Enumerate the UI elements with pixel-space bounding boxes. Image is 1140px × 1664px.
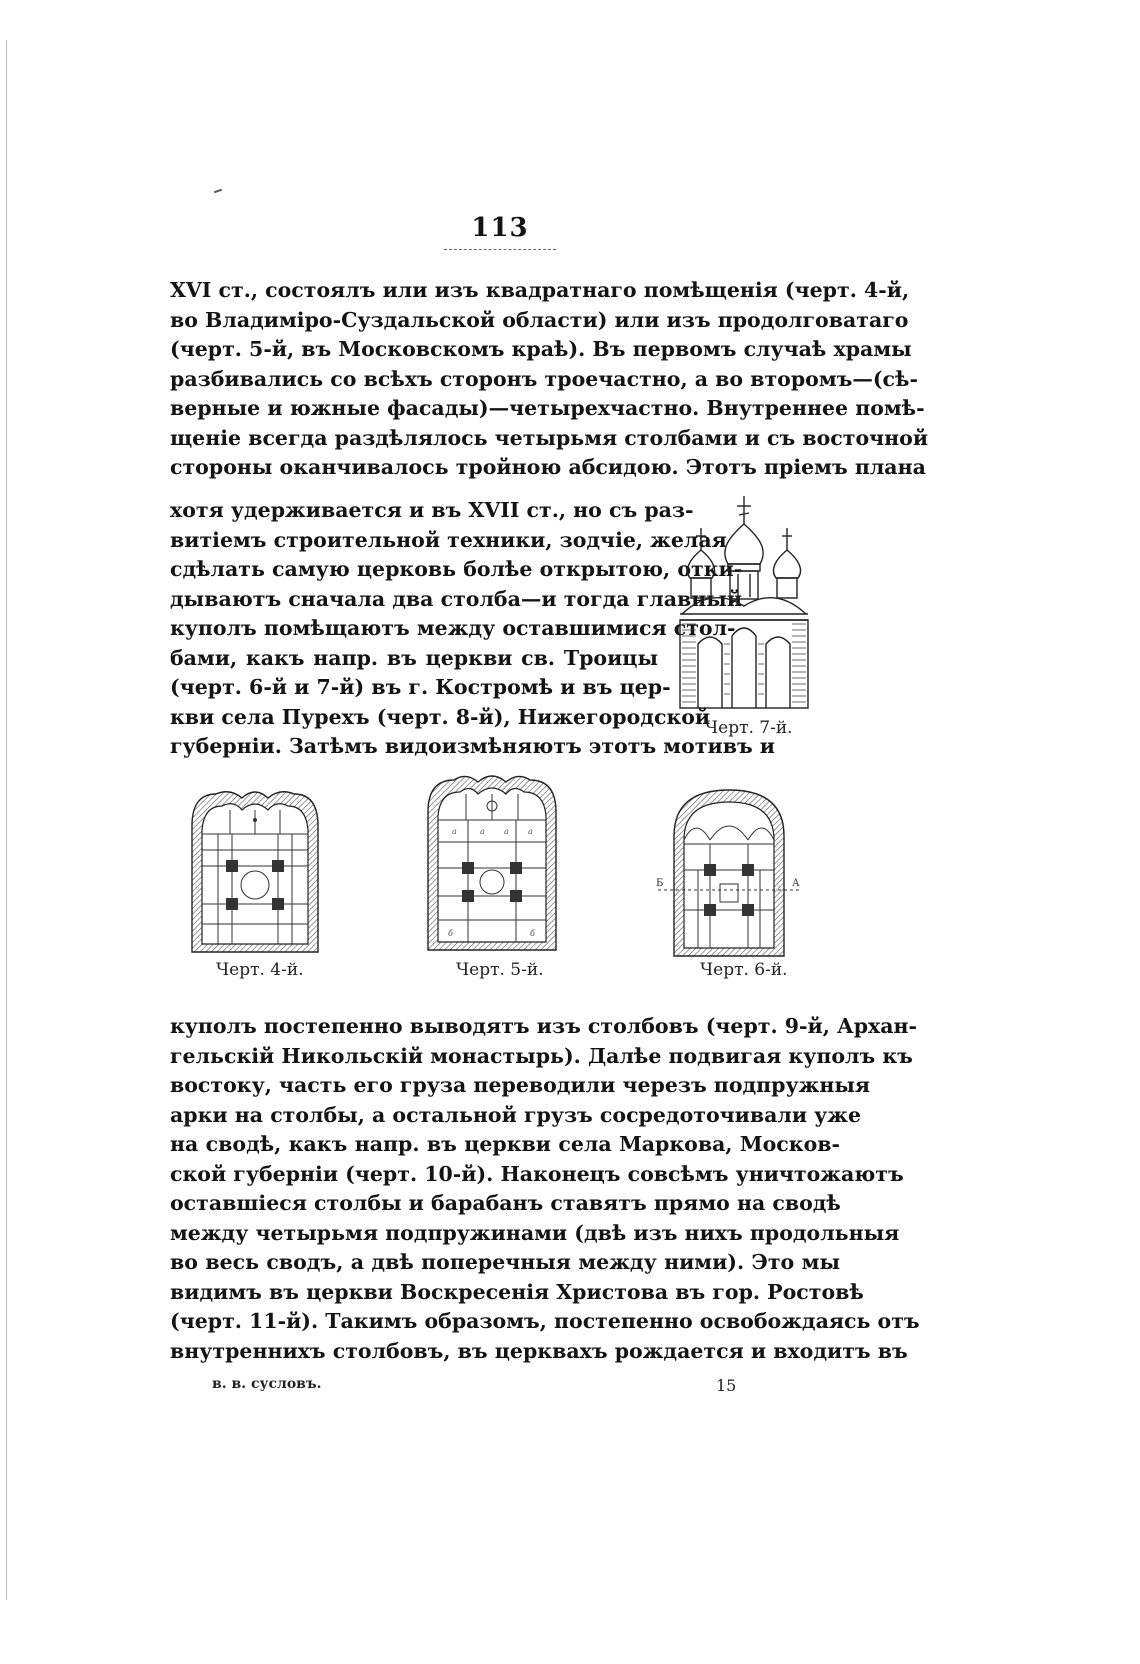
text-line: губерніи. Затѣмъ видоизмѣняютъ этотъ мотивъ и — [170, 734, 776, 758]
text-line: гельскій Никольскій монастырь). Далѣе подвигая куполъ къ — [170, 1043, 913, 1068]
text-line: хотя удерживается и въ XVII ст., но съ раз- — [170, 498, 694, 522]
text-line: стороны оканчивалось тройною абсидою. Этотъ пріемъ плана — [170, 455, 926, 479]
church-elevation-drawing — [676, 494, 812, 710]
plan-drawing — [654, 786, 804, 960]
svg-text:a: a — [528, 827, 533, 836]
text-line: во весь сводъ, а двѣ поперечныя между ними). Это мы — [170, 1250, 840, 1274]
svg-text:a: a — [504, 827, 509, 836]
text-line: верные и южные фасады)—четырехчастно. Внутреннее помѣ- — [170, 396, 925, 420]
figure-4-square-plan — [190, 786, 320, 954]
figure-5-elongated-plan — [426, 770, 558, 952]
figure-4-caption: Черт. 4-й. — [216, 960, 304, 980]
text-line: щеніе всегда раздѣлялось четырьмя столбами и съ восточной — [170, 425, 929, 450]
figure-7-church-elevation — [676, 494, 812, 710]
plan-drawing — [190, 786, 320, 954]
figure-7-caption: Черт. 7-й. — [705, 718, 793, 738]
figure-6-plan-with-sections — [654, 786, 804, 960]
scan-edge-line — [6, 40, 7, 1600]
text-line: (черт. 5-й, въ Московскомъ краѣ). Въ первомъ случаѣ храмы — [170, 337, 912, 361]
text-line: во Владиміро-Суздальской области) или изъ продолговатаго — [170, 307, 909, 332]
text-line: на сводѣ, какъ напр. въ церкви села Маркова, Москов- — [170, 1132, 840, 1156]
text-line: бами, какъ напр. въ церкви св. Троицы — [170, 645, 658, 670]
svg-text:б: б — [530, 929, 535, 938]
text-line: кви села Пурехъ (черт. 8-й), Нижегородской — [170, 704, 711, 729]
text-line: XVI ст., состоялъ или изъ квадратнаго помѣщенія (черт. 4-й, — [170, 278, 910, 302]
svg-text:б: б — [448, 929, 453, 938]
text-line: дываютъ сначала два столба—и тогда главный — [170, 586, 743, 611]
page-number: 113 — [471, 213, 529, 243]
paragraph-1 — [170, 276, 929, 483]
text-line: куполъ постепенно выводятъ изъ столбовъ (черт. 9-й, Архан- — [170, 1014, 918, 1038]
svg-text:a: a — [452, 827, 457, 836]
section-label-right: А — [792, 878, 800, 889]
text-line: арки на столбы, а остальной грузъ сосредоточивали уже — [170, 1102, 862, 1127]
footer-author: в. в. сусловъ. — [212, 1376, 322, 1392]
text-line: витіемъ строительной техники, зодчіе, желая — [170, 527, 727, 552]
text-line: сдѣлать самую церковь болѣе открытою, отки- — [170, 557, 743, 581]
text-line: оставшіеся столбы и барабанъ ставятъ прямо на сводѣ — [170, 1191, 841, 1215]
text-line: востоку, часть его груза переводили черезъ подпружныя — [170, 1073, 871, 1097]
text-line: внутреннихъ столбовъ, въ церквахъ рождается и входитъ въ — [170, 1338, 908, 1363]
section-label-left: Б — [656, 878, 664, 889]
page-number-rule — [444, 249, 556, 251]
footer-signature-mark: 15 — [716, 1376, 737, 1395]
paragraph-3 — [170, 1012, 920, 1366]
text-line: видимъ въ церкви Воскресенія Христова въ гор. Ростовѣ — [170, 1279, 864, 1304]
text-line: куполъ помѣщаютъ между оставшимися стол- — [170, 616, 736, 640]
text-line: (черт. 11-й). Такимъ образомъ, постепенно освобождаясь отъ — [170, 1309, 920, 1333]
text-line: ской губерніи (черт. 10-й). Наконецъ совсѣмъ уничтожаютъ — [170, 1161, 904, 1186]
text-line: (черт. 6-й и 7-й) въ г. Костромѣ и въ цер- — [170, 675, 671, 699]
plan-drawing — [426, 770, 558, 952]
figure-6-caption: Черт. 6-й. — [700, 960, 788, 980]
figure-5-caption: Черт. 5-й. — [456, 960, 544, 980]
svg-text:a: a — [480, 827, 485, 836]
scan-speck — [214, 189, 222, 194]
text-line: разбивались со всѣхъ сторонъ троечастно, а во второмъ—(сѣ- — [170, 366, 918, 391]
text-line: между четырьмя подпружинами (двѣ изъ нихъ продольныя — [170, 1220, 900, 1245]
